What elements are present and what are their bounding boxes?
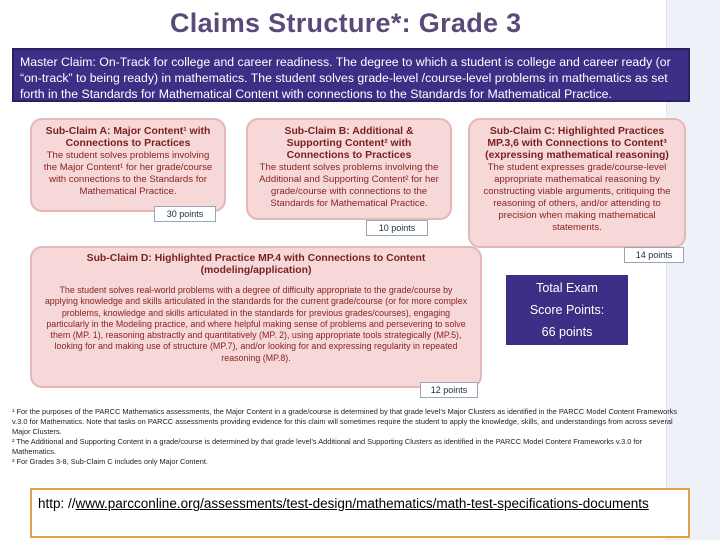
total-line-2: Score Points: [529,303,605,317]
url-box [30,488,690,538]
subclaim-b-card [246,118,452,220]
subclaim-a-heading: Sub-Claim A: Major Content¹ with Connections to Practices [45,126,211,149]
subclaim-a-points: 30 points [154,206,216,222]
subclaim-d-body: The student solves real-world problems with a degree of difficulty appropriate to the grade/course by applying knowledge and skills articulated in the standards for the current grade/course (or for more complex problems, knowledge and skills articulated in the standards for previous grades/courses), engaging particularly in the Modeling practice, and where helpful making sense of problems and persevering to solve them (MP. 1), reasoning abstractly and quantitatively (MP. 2), using appropriate tools strategically (MP.5), looking for and making use of structure (MP.7), and/or looking for and expressing regularity in repeated reasoning (MP.8). [44,285,468,363]
footnote-1: ¹ For the purposes of the PARCC Mathematics assessments, the Major Content in a grade/course is determined by that grade level’s Major Clusters as identified in the PARCC Model Content Frameworks v.3.0 for Mathematics. Note that tasks on PARCC assessments providing evidence for this claim will sometimes require the student to apply the knowledge, skills, and understandings from across several Major Clusters. [12,407,678,436]
subclaim-d-points: 12 points [420,382,478,398]
subclaim-b-heading: Sub-Claim B: Additional & Supporting Content² with Connections to Practices [284,126,414,161]
subclaim-c-heading: Sub-Claim C: Highlighted Practices MP.3,6 with Connections to Content³ (expressing mathematical reasoning) [485,126,669,161]
subclaim-c-body: The student expresses grade/course-level appropriate mathematical reasoning by constructing viable arguments, critiquing the reasoning of others, and/or attending to precision when making mathematical statements. [483,162,671,233]
total-points-box [506,275,628,345]
subclaim-b-points: 10 points [366,220,428,236]
footnotes [12,407,682,467]
slide-title: Claims Structure*: Grade 3 [170,8,522,38]
subclaim-b-body: The student solves problems involving the Additional and Supporting Content² for her grade/course with connections to the Standards for Mathematical Practice. [259,162,439,209]
subclaim-c-points: 14 points [624,247,684,263]
total-line-1: Total Exam [536,281,598,295]
subclaim-d-heading: Sub-Claim D: Highlighted Practice MP.4 with Connections to Content (modeling/application) [86,253,426,276]
footnote-2: ² The Additional and Supporting Content in a grade/course is determined by that grade level’s Additional and Supporting Clusters as identified in the PARCC Model Content Frameworks v.3.0 for Mathematics. [12,437,643,456]
url-link[interactable]: www.parcconline.org/assessments/test-design/mathematics/math-test-specifications-documents [75,496,649,511]
subclaim-d-card [30,246,482,388]
subclaim-c-card [468,118,686,248]
total-line-3: 66 points [541,325,593,339]
url-prefix: http: // [38,496,76,511]
subclaim-a-card [30,118,226,212]
footnote-3: ³ For Grades 3-8, Sub-Claim C includes only Major Content. [12,457,208,466]
master-claim-box: Master Claim: On-Track for college and career readiness. The degree to which a student is college and career ready (or “on-track” to being ready) in mathematics. The student solves grade-level /course-level problems in mathematics as set forth in the Standards for Mathematical Content with connections to the Standards for Mathematical Practice. [12,48,690,102]
subclaim-a-body: The student solves problems involving the Major Content¹ for her grade/course with connections to the Standards for Mathematical Practice. [43,150,213,197]
